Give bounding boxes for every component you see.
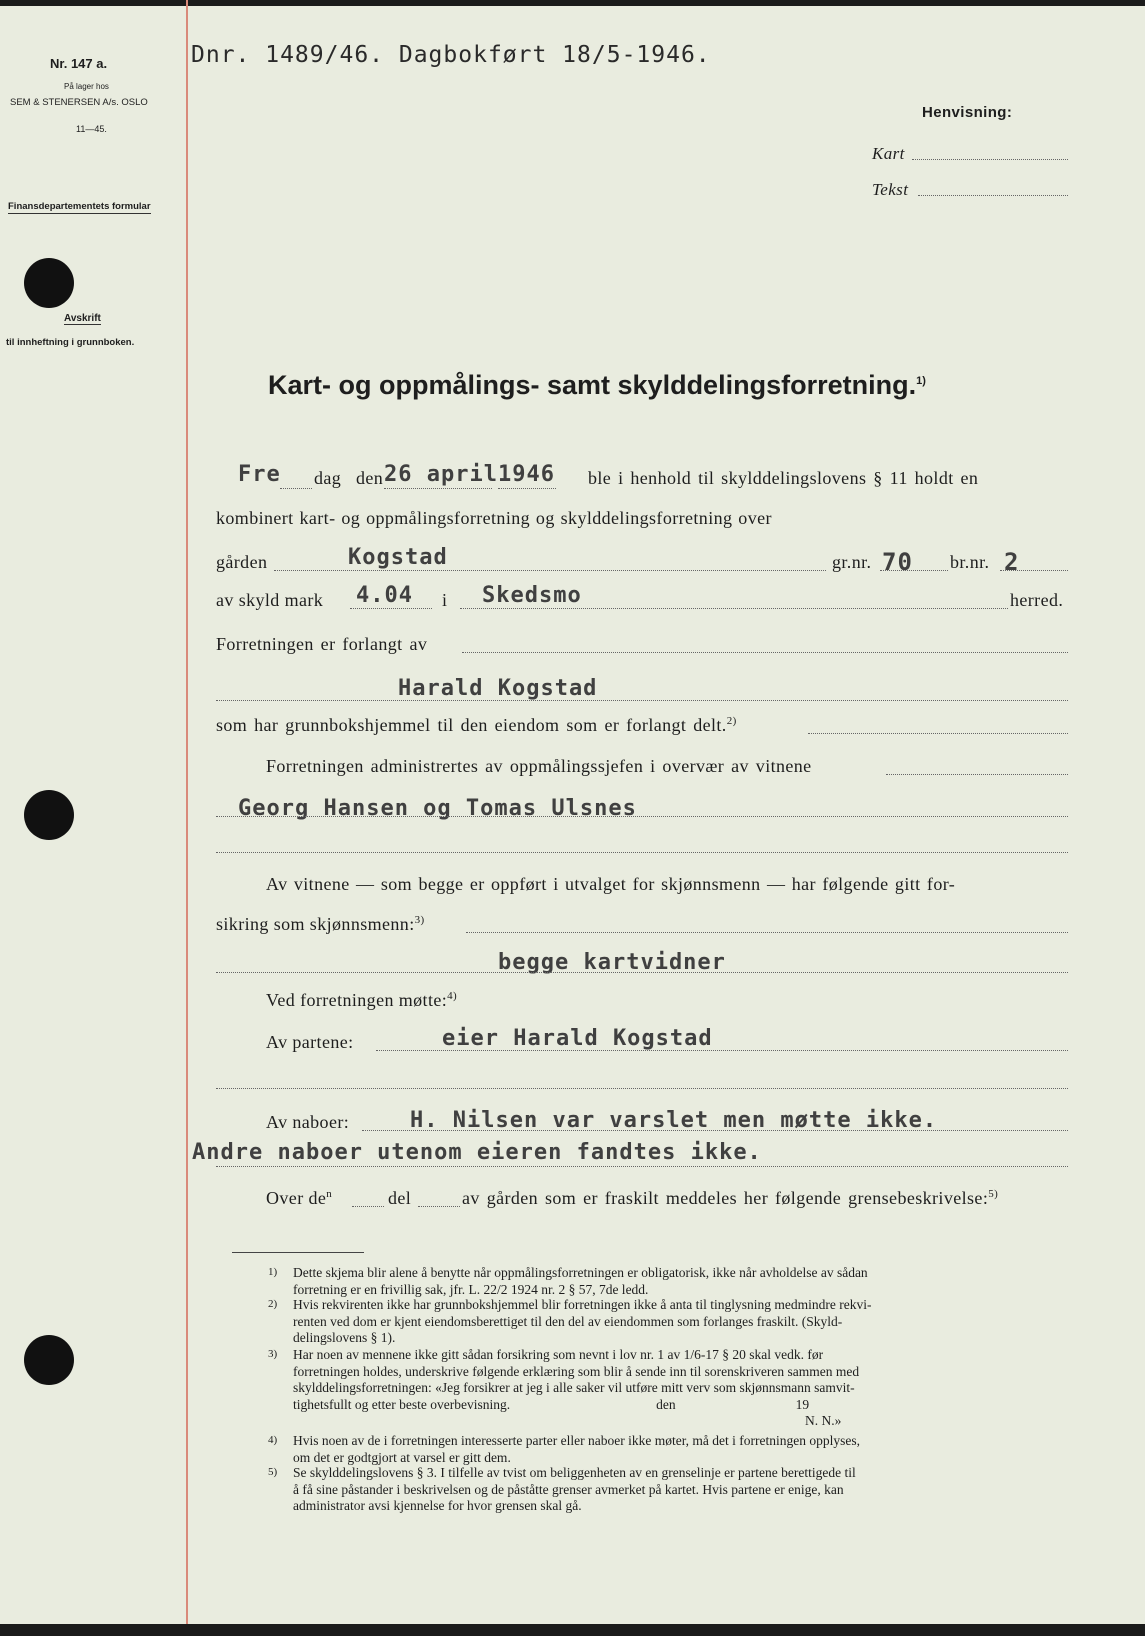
vitner-field-1 — [216, 816, 1068, 817]
footnote-4-line-2: om det er godtgjort at varsel er gitt dem. — [293, 1449, 511, 1465]
over-note: 5) — [988, 1188, 999, 1200]
forsikring-text: sikring som skjønnsmenn: — [216, 914, 415, 934]
motte-text: Ved forretningen møtte: — [266, 990, 448, 1010]
motte-note: 4) — [447, 990, 458, 1002]
footnote-1-line-1: Dette skjema blir alene å benytte når oppmålingsforretningen er obligatorisk, ikke når avholdelse av sådan — [293, 1265, 868, 1280]
partene-label: Av partene: — [266, 1032, 354, 1052]
forlangt-field-1 — [462, 652, 1068, 653]
tekst-label: Tekst — [872, 180, 909, 199]
footnote-2 — [293, 1297, 871, 1347]
admin-field — [886, 774, 1068, 775]
avskrift-note: til innheftning i grunnboken. — [6, 337, 135, 348]
over-rest-text: av gården som er fraskilt meddeles her følgende grensebeskrivelse: — [462, 1188, 989, 1208]
footnote-2-line-1: Hvis rekvirenten ikke har grunnbokshjemmel blir forretningen ikke å anta til tinglysning medmindre rekvi- — [293, 1297, 872, 1312]
skyld-label: av skyld mark — [216, 590, 324, 610]
footnote-3-line-2: forretningen holdes, underskrive følgende erklæring som blir å sende inn til sorenskriveren sammen med — [293, 1363, 860, 1379]
footnote-1 — [293, 1265, 868, 1298]
brnr-field — [1000, 570, 1068, 571]
footnote-4-mark: 4) — [268, 1434, 278, 1446]
naboer-field-2 — [216, 1166, 1068, 1167]
footnote-5-mark: 5) — [268, 1466, 278, 1478]
margin-rule — [186, 0, 188, 1624]
form-title-text: Kart- og oppmålings- samt skylddelingsforretning. — [268, 370, 917, 400]
partene-value: eier Harald Kogstad — [442, 1026, 713, 1051]
footnote-4-line-1: Hvis noen av de i forretningen interesserte parter eller naboer ikke møter, må det i forretningen opplyses, — [293, 1433, 861, 1448]
grnr-field — [880, 570, 948, 571]
herred-label: herred. — [1010, 590, 1064, 610]
naboer-label: Av naboer: — [266, 1112, 350, 1132]
vitner-value: Georg Hansen og Tomas Ulsnes — [238, 796, 637, 821]
line-2-text: kombinert kart- og oppmålingsforretning og skylddelingsforretning over — [216, 508, 772, 528]
admin-line: Forretningen administrertes av oppmålingssjefen i overvær av vitnene — [266, 756, 812, 776]
footnote-3-line-4-text: tighetsfullt og etter beste overbevisning. — [293, 1396, 511, 1412]
scan-top-edge — [0, 0, 1145, 6]
weekday-value: Fre — [238, 462, 281, 487]
kart-label: Kart — [872, 144, 905, 163]
printer-date: 11—45. — [76, 124, 107, 134]
naboer-value-2: Andre naboer utenom eieren fandtes ikke. — [192, 1140, 762, 1165]
skyld-field — [350, 608, 432, 609]
skyld-value: 4.04 — [356, 583, 413, 608]
del-field — [418, 1206, 460, 1207]
forsikring-field-1 — [466, 932, 1068, 933]
grnr-label: gr.nr. — [832, 552, 872, 572]
forsikring-value: begge kartvidner — [498, 950, 726, 975]
footnote-5-line-3: administrator avsi kjennelse for hvor grensen skal gå. — [293, 1498, 582, 1513]
footnote-5 — [293, 1465, 856, 1515]
year-value: 1946 — [498, 462, 555, 487]
line-1-text: ble i henhold til skylddelingslovens § 11 holdt en — [588, 468, 979, 488]
grnr-value: 70 — [882, 548, 913, 576]
scan-bottom-edge — [0, 1624, 1145, 1636]
footnote-4 — [293, 1433, 860, 1466]
motte-line — [266, 990, 457, 1011]
formular-label: Finansdepartementets formular — [8, 201, 151, 212]
punch-hole-top — [24, 258, 74, 308]
herred-field — [460, 608, 1008, 609]
footnote-3-19: 19 — [795, 1396, 810, 1412]
footnote-rule — [232, 1252, 364, 1253]
date-value: 26 april — [384, 462, 498, 487]
over-label-group — [266, 1188, 332, 1209]
printer-line-1: På lager hos — [64, 82, 109, 91]
forsikring-note: 3) — [414, 914, 425, 926]
grunnbok-note: 2) — [726, 715, 737, 727]
footnote-3-line-3: skylddelingsforretningen: «Jeg forsikrer at jeg i alle saker vil utføre mitt verv som skjønnsmann samvit- — [293, 1380, 855, 1395]
del-label: del — [388, 1188, 412, 1208]
punch-hole-middle — [24, 790, 74, 840]
journal-number: Dnr. 1489/46. Dagbokført 18/5-1946. — [191, 42, 711, 68]
naboer-value-1: H. Nilsen var varslet men møtte ikke. — [410, 1108, 938, 1133]
partene-field-2 — [216, 1088, 1068, 1089]
brnr-value: 2 — [1004, 548, 1020, 576]
over-sup: n — [326, 1188, 333, 1200]
footnote-5-line-1: Se skylddelingslovens § 3. I tilfelle av tvist om beliggenheten av en grenselinje er partene berettigede til — [293, 1465, 856, 1480]
footnote-5-line-2: å få sine påstander i beskrivelsen og de påståtte grenser avmerket på kartet. Hvis partene er enige, kan — [293, 1481, 844, 1497]
forsikring-line-1: Av vitnene — som begge er oppført i utvalget for skjønnsmenn — har følgende gitt for- — [266, 874, 956, 894]
tekst-field — [918, 195, 1068, 196]
herred-value: Skedsmo — [482, 583, 582, 608]
footnote-2-line-2: renten ved dom er kjent eiendomsberettiget til den del av eiendommen som forlanges fraskilt. (Skyld- — [293, 1313, 843, 1329]
punch-hole-bottom — [24, 1335, 74, 1385]
garden-label: gården — [216, 552, 268, 572]
grunnbok-text: som har grunnbokshjemmel til den eiendom som er forlangt delt. — [216, 715, 727, 735]
footnote-1-mark: 1) — [268, 1266, 278, 1278]
grunnbok-line — [216, 715, 737, 736]
over-rest — [462, 1188, 998, 1209]
i-label: i — [442, 590, 448, 610]
footnote-3 — [293, 1347, 859, 1430]
form-title-note: 1) — [916, 375, 926, 387]
den-label: den — [356, 468, 384, 488]
form-title — [268, 370, 926, 401]
henvisning-label: Henvisning: — [922, 104, 1013, 121]
footnote-3-mark: 3) — [268, 1348, 278, 1360]
footnote-2-line-3: delingslovens § 1). — [293, 1330, 396, 1345]
weekday-field — [280, 488, 312, 489]
year-field — [498, 488, 556, 489]
form-number: Nr. 147 a. — [50, 56, 108, 71]
brnr-label: br.nr. — [950, 552, 990, 572]
footnote-3-den: den — [656, 1396, 676, 1412]
over-label: Over de — [266, 1188, 327, 1208]
kart-field — [912, 159, 1068, 160]
footnote-1-line-2: forretning er en frivillig sak, jfr. L. 22/2 1924 nr. 2 § 57, 7de ledd. — [293, 1281, 649, 1297]
over-field — [352, 1206, 384, 1207]
forlangt-label: Forretningen er forlangt av — [216, 634, 428, 654]
garden-field — [274, 570, 826, 571]
printer-line-2: SEM & STENERSEN A/s. OSLO — [10, 97, 148, 108]
forsikring-field-2 — [216, 972, 1068, 973]
footnote-3-line-5: N. N.» — [805, 1413, 842, 1428]
avskrift-label: Avskrift — [64, 313, 101, 324]
grunnbok-field — [808, 733, 1068, 734]
footnote-3-line-1: Har noen av mennene ikke gitt sådan forsikring som nevnt i lov nr. 1 av 1/6-17 § 20 skal vedk. før — [293, 1347, 824, 1362]
vitner-field-2 — [216, 852, 1068, 853]
garden-value: Kogstad — [348, 545, 448, 570]
dag-label: dag — [314, 468, 342, 488]
forlangt-field-2 — [216, 700, 1068, 701]
footnote-2-mark: 2) — [268, 1298, 278, 1310]
footnote-3-line-4 — [293, 1397, 859, 1414]
forlangt-value: Harald Kogstad — [398, 676, 598, 701]
forsikring-line-2 — [216, 914, 425, 935]
date-field — [384, 488, 492, 489]
